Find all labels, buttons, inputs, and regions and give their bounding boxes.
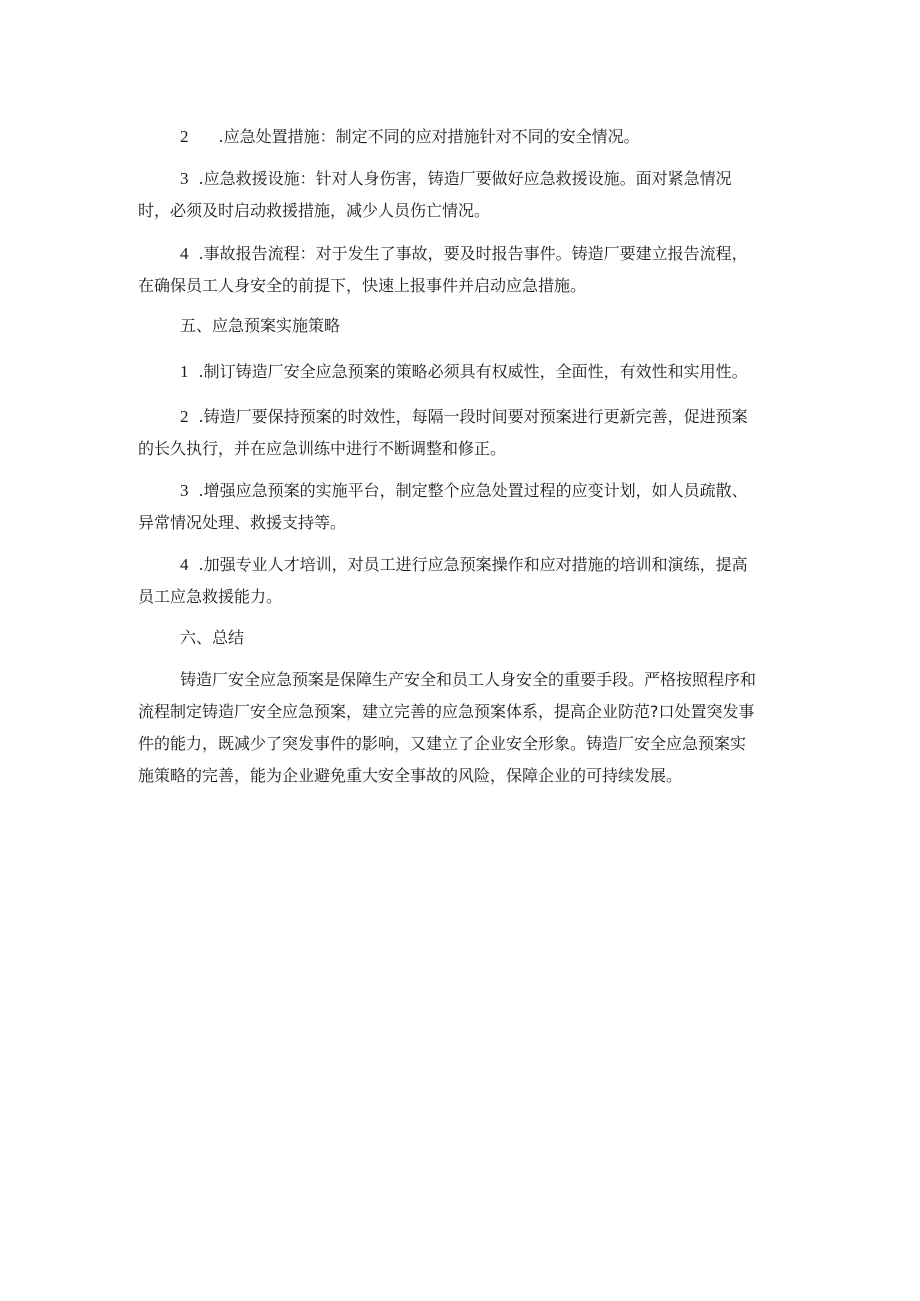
section-heading bbox=[138, 622, 790, 654]
item-number: 2 bbox=[180, 407, 189, 426]
item-text: .应急处置措施：制定不同的应对措施针对不同的安全情况。 bbox=[218, 127, 640, 146]
list-item bbox=[138, 238, 790, 302]
item-text: .应急救援设施：针对人身伤害，铸造厂要做好应急救援设施。面对紧急情况 bbox=[198, 169, 732, 188]
item-number: 1 bbox=[180, 362, 189, 381]
paragraph-line: 流程制定铸造厂安全应急预案，建立完善的应急预案体系，提高企业防范?口处置突发事 bbox=[138, 702, 755, 721]
item-text-continued: 异常情况处理、救援支持等。 bbox=[138, 513, 347, 532]
item-number: 4 bbox=[180, 244, 189, 263]
item-text: .铸造厂要保持预案的时效性，每隔一段时间要对预案进行更新完善，促进预案 bbox=[198, 407, 748, 426]
list-item bbox=[138, 475, 790, 539]
item-text-continued: 的长久执行，并在应急训练中进行不断调整和修正。 bbox=[138, 439, 507, 458]
item-text: .增强应急预案的实施平台，制定整个应急处置过程的应变计划，如人员疏散、 bbox=[198, 481, 748, 500]
item-number: 3 bbox=[180, 481, 189, 500]
section-heading-text: 六、总结 bbox=[180, 628, 245, 647]
paragraph-line: 件的能力，既减少了突发事件的影响，又建立了企业安全形象。铸造厂安全应急预案实 bbox=[138, 734, 747, 753]
item-text-continued: 在确保员工人身安全的前提下，快速上报事件并启动应急措施。 bbox=[138, 276, 587, 295]
list-item bbox=[138, 549, 790, 613]
item-text: .事故报告流程：对于发生了事故，要及时报告事件。铸造厂要建立报告流程， bbox=[198, 244, 748, 263]
section-heading-text: 五、应急预案实施策略 bbox=[180, 316, 341, 335]
item-text: .制订铸造厂安全应急预案的策略必须具有权威性，全面性，有效性和实用性。 bbox=[198, 362, 748, 381]
item-text: .加强专业人才培训，对员工进行应急预案操作和应对措施的培训和演练，提高 bbox=[198, 555, 748, 574]
list-item bbox=[138, 356, 790, 388]
list-item bbox=[138, 121, 790, 153]
item-number: 3 bbox=[180, 169, 189, 188]
item-text-continued: 时，必须及时启动救援措施，减少人员伤亡情况。 bbox=[138, 201, 491, 220]
section-heading bbox=[138, 310, 790, 342]
paragraph-line: 施策略的完善，能为企业避免重大安全事故的风险，保障企业的可持续发展。 bbox=[138, 766, 683, 785]
item-number: 2 bbox=[180, 127, 189, 146]
summary-paragraph bbox=[138, 664, 790, 792]
list-item bbox=[138, 163, 790, 227]
item-text-continued: 员工应急救援能力。 bbox=[138, 587, 283, 606]
paragraph-line: 铸造厂安全应急预案是保障生产安全和员工人身安全的重要手段。严格按照程序和 bbox=[180, 670, 757, 689]
list-item bbox=[138, 401, 790, 465]
item-number: 4 bbox=[180, 555, 189, 574]
